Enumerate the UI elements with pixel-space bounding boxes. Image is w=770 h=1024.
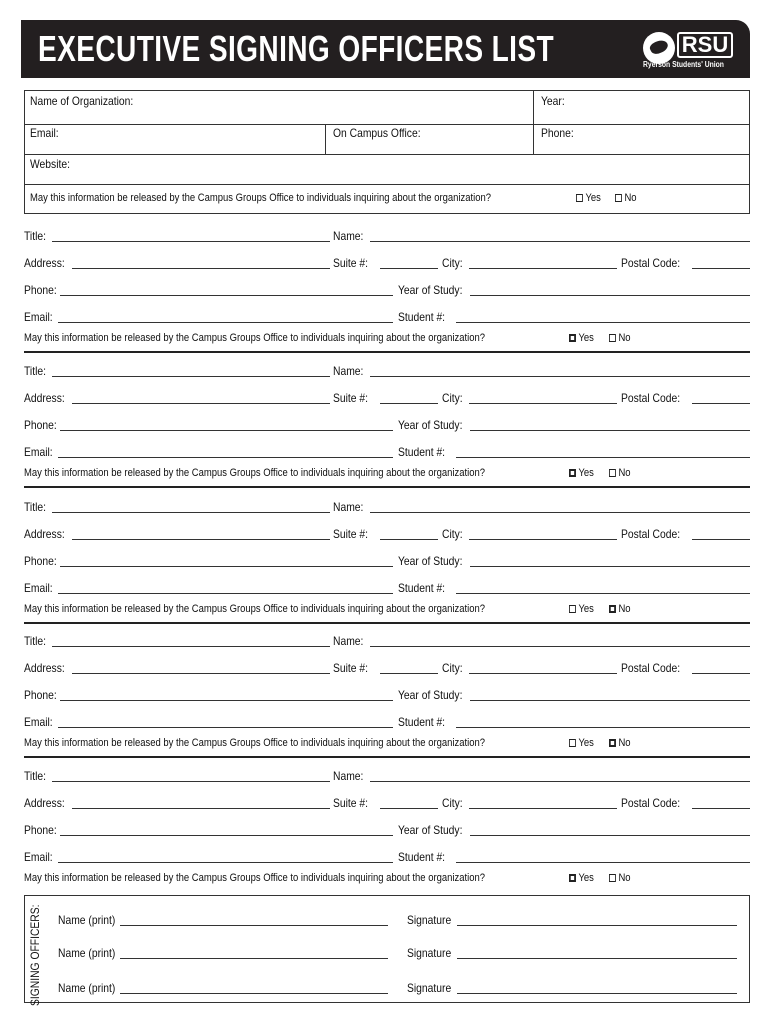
title-field[interactable]: [52, 241, 330, 242]
title-field[interactable]: [52, 512, 330, 513]
release-yes-option[interactable]: [569, 331, 594, 345]
yes-label: Yes: [578, 737, 594, 749]
year-of-study-label: Year of Study:: [398, 418, 463, 432]
name-print-field[interactable]: [120, 993, 388, 994]
signature-label: Signature: [407, 946, 452, 960]
suite-field[interactable]: [380, 808, 438, 809]
org-phone-field[interactable]: [585, 126, 745, 152]
phone-field[interactable]: [60, 700, 393, 701]
city-label: City:: [442, 256, 463, 270]
year-of-study-label: Year of Study:: [398, 688, 463, 702]
yes-checkbox[interactable]: [569, 874, 576, 882]
email-label: Email:: [24, 581, 53, 595]
yes-checkbox[interactable]: [569, 605, 576, 613]
name-label: Name:: [333, 634, 364, 648]
no-label: No: [618, 467, 631, 479]
city-label: City:: [442, 661, 463, 675]
year-field[interactable]: [573, 93, 743, 121]
student-number-field[interactable]: [456, 322, 750, 323]
signature-label: Signature: [407, 981, 452, 995]
section-divider: [24, 622, 750, 624]
address-field[interactable]: [72, 403, 330, 404]
signing-officers-box: [24, 895, 750, 1006]
phone-field[interactable]: [60, 295, 393, 296]
name-label: Name:: [333, 229, 364, 243]
title-field[interactable]: [52, 646, 330, 647]
release-yes-option[interactable]: [569, 736, 594, 750]
name-field[interactable]: [370, 241, 750, 242]
release-question: May this information be released by the Campus Groups Office to individuals inquiring about the organization?: [30, 192, 492, 204]
no-label: No: [618, 737, 631, 749]
no-checkbox[interactable]: [615, 194, 622, 202]
yes-label: Yes: [578, 872, 594, 884]
title-label: Title:: [24, 364, 46, 378]
year-label: Year:: [541, 94, 565, 108]
no-checkbox[interactable]: [609, 605, 616, 613]
yes-checkbox[interactable]: [569, 739, 576, 747]
year-of-study-field[interactable]: [470, 700, 750, 701]
city-label: City:: [442, 796, 463, 810]
student-number-label: Student #:: [398, 581, 446, 595]
release-question: May this information be released by the Campus Groups Office to individuals inquiring about the organization?: [24, 603, 486, 615]
page-title: EXECUTIVE SIGNING OFFICERS LIST: [38, 28, 555, 69]
no-label: No: [618, 332, 631, 344]
name-field[interactable]: [370, 781, 750, 782]
release-question: May this information be released by the Campus Groups Office to individuals inquiring about the organization?: [24, 872, 486, 884]
yes-label: Yes: [578, 603, 594, 615]
email-label: Email:: [24, 715, 53, 729]
release-no-option[interactable]: [609, 871, 631, 885]
student-number-field[interactable]: [456, 862, 750, 863]
name-field[interactable]: [370, 646, 750, 647]
postal-code-label: Postal Code:: [621, 391, 681, 405]
address-field[interactable]: [72, 268, 330, 269]
student-number-field[interactable]: [456, 593, 750, 594]
suite-label: Suite #:: [333, 256, 369, 270]
email-label: Email:: [24, 850, 53, 864]
no-label: No: [624, 192, 637, 204]
phone-label: Phone:: [24, 283, 57, 297]
phone-label: Phone:: [24, 418, 57, 432]
no-label: No: [618, 872, 631, 884]
year-of-study-field[interactable]: [470, 566, 750, 567]
year-of-study-field[interactable]: [470, 295, 750, 296]
address-label: Address:: [24, 527, 65, 541]
release-no-option[interactable]: [609, 602, 631, 616]
email-field[interactable]: [58, 727, 393, 728]
postal-code-label: Postal Code:: [621, 661, 681, 675]
city-field[interactable]: [469, 268, 617, 269]
release-yes-option[interactable]: [569, 466, 594, 480]
name-field[interactable]: [370, 512, 750, 513]
address-label: Address:: [24, 391, 65, 405]
student-number-field[interactable]: [456, 727, 750, 728]
suite-label: Suite #:: [333, 796, 369, 810]
suite-field[interactable]: [380, 403, 438, 404]
release-question: May this information be released by the Campus Groups Office to individuals inquiring about the organization?: [24, 332, 486, 344]
signature-field[interactable]: [457, 993, 737, 994]
yes-label: Yes: [578, 467, 594, 479]
divider: [533, 91, 534, 154]
website-label: Website:: [30, 157, 70, 171]
rsu-logo-text: RSU: [677, 32, 733, 58]
yes-label: Yes: [585, 192, 601, 204]
divider: [25, 184, 749, 185]
release-question: May this information be released by the Campus Groups Office to individuals inquiring about the organization?: [24, 737, 486, 749]
signing-officers-label: SIGNING OFFICERS:: [28, 904, 42, 1006]
email-field[interactable]: [58, 457, 393, 458]
section-divider: [24, 756, 750, 758]
student-number-field[interactable]: [456, 457, 750, 458]
name-label: Name:: [333, 769, 364, 783]
postal-code-label: Postal Code:: [621, 796, 681, 810]
email-field[interactable]: [58, 862, 393, 863]
postal-code-field[interactable]: [692, 539, 750, 540]
section-divider: [24, 351, 750, 353]
postal-code-field[interactable]: [692, 673, 750, 674]
yes-checkbox[interactable]: [569, 469, 576, 477]
office-field[interactable]: [445, 126, 529, 152]
release-no-option[interactable]: [609, 466, 631, 480]
postal-code-label: Postal Code:: [621, 527, 681, 541]
year-of-study-field[interactable]: [470, 835, 750, 836]
no-label: No: [618, 603, 631, 615]
title-label: Title:: [24, 769, 46, 783]
no-checkbox[interactable]: [609, 739, 616, 747]
postal-code-field[interactable]: [692, 403, 750, 404]
suite-field[interactable]: [380, 673, 438, 674]
yes-checkbox[interactable]: [569, 334, 576, 342]
release-question: May this information be released by the Campus Groups Office to individuals inquiring about the organization?: [24, 467, 486, 479]
name-field[interactable]: [370, 376, 750, 377]
release-yes-option[interactable]: [576, 191, 601, 205]
name-print-label: Name (print): [58, 981, 116, 995]
address-label: Address:: [24, 661, 65, 675]
release-no-option[interactable]: [609, 736, 631, 750]
address-label: Address:: [24, 796, 65, 810]
email-field[interactable]: [58, 593, 393, 594]
name-print-label: Name (print): [58, 946, 116, 960]
year-of-study-field[interactable]: [470, 430, 750, 431]
student-number-label: Student #:: [398, 850, 446, 864]
name-label: Name:: [333, 364, 364, 378]
name-print-label: Name (print): [58, 913, 116, 927]
title-label: Title:: [24, 229, 46, 243]
release-yes-option[interactable]: [569, 602, 594, 616]
student-number-label: Student #:: [398, 310, 446, 324]
postal-code-field[interactable]: [692, 808, 750, 809]
release-yes-option[interactable]: [569, 871, 594, 885]
phone-field[interactable]: [60, 430, 393, 431]
release-no-option[interactable]: [609, 331, 631, 345]
name-print-field[interactable]: [120, 925, 388, 926]
suite-label: Suite #:: [333, 527, 369, 541]
city-field[interactable]: [469, 808, 617, 809]
city-label: City:: [442, 527, 463, 541]
phone-label: Phone:: [24, 554, 57, 568]
phone-label: Phone:: [24, 823, 57, 837]
signature-label: Signature: [407, 913, 452, 927]
no-checkbox[interactable]: [609, 469, 616, 477]
divider: [25, 154, 749, 155]
header-banner: [21, 20, 750, 78]
rsu-logo-subtitle: Ryerson Students' Union: [643, 60, 724, 69]
signature-field[interactable]: [457, 958, 737, 959]
title-field[interactable]: [52, 376, 330, 377]
title-label: Title:: [24, 634, 46, 648]
postal-code-label: Postal Code:: [621, 256, 681, 270]
title-label: Title:: [24, 500, 46, 514]
section-divider: [24, 486, 750, 488]
city-field[interactable]: [469, 539, 617, 540]
office-label: On Campus Office:: [333, 126, 421, 140]
organization-info-box: [24, 90, 750, 214]
year-of-study-label: Year of Study:: [398, 554, 463, 568]
phone-field[interactable]: [60, 566, 393, 567]
no-checkbox[interactable]: [609, 874, 616, 882]
signature-field[interactable]: [457, 925, 737, 926]
postal-code-field[interactable]: [692, 268, 750, 269]
website-field[interactable]: [85, 156, 740, 182]
city-field[interactable]: [469, 403, 617, 404]
address-label: Address:: [24, 256, 65, 270]
email-field[interactable]: [58, 322, 393, 323]
title-field[interactable]: [52, 781, 330, 782]
yes-label: Yes: [578, 332, 594, 344]
org-email-field[interactable]: [70, 126, 320, 152]
city-label: City:: [442, 391, 463, 405]
org-name-label: Name of Organization:: [30, 94, 134, 108]
city-field[interactable]: [469, 673, 617, 674]
email-label: Email:: [24, 445, 53, 459]
suite-field[interactable]: [380, 268, 438, 269]
org-email-label: Email:: [30, 126, 59, 140]
address-field[interactable]: [72, 673, 330, 674]
email-label: Email:: [24, 310, 53, 324]
release-no-option[interactable]: [615, 191, 637, 205]
student-number-label: Student #:: [398, 715, 446, 729]
phone-label: Phone:: [24, 688, 57, 702]
org-phone-label: Phone:: [541, 126, 574, 140]
year-of-study-label: Year of Study:: [398, 823, 463, 837]
year-of-study-label: Year of Study:: [398, 283, 463, 297]
no-checkbox[interactable]: [609, 334, 616, 342]
org-name-field[interactable]: [155, 93, 525, 121]
divider: [325, 124, 326, 154]
name-label: Name:: [333, 500, 364, 514]
address-field[interactable]: [72, 808, 330, 809]
yes-checkbox[interactable]: [576, 194, 583, 202]
phone-field[interactable]: [60, 835, 393, 836]
student-number-label: Student #:: [398, 445, 446, 459]
suite-field[interactable]: [380, 539, 438, 540]
suite-label: Suite #:: [333, 391, 369, 405]
suite-label: Suite #:: [333, 661, 369, 675]
name-print-field[interactable]: [120, 958, 388, 959]
address-field[interactable]: [72, 539, 330, 540]
divider: [25, 124, 749, 125]
